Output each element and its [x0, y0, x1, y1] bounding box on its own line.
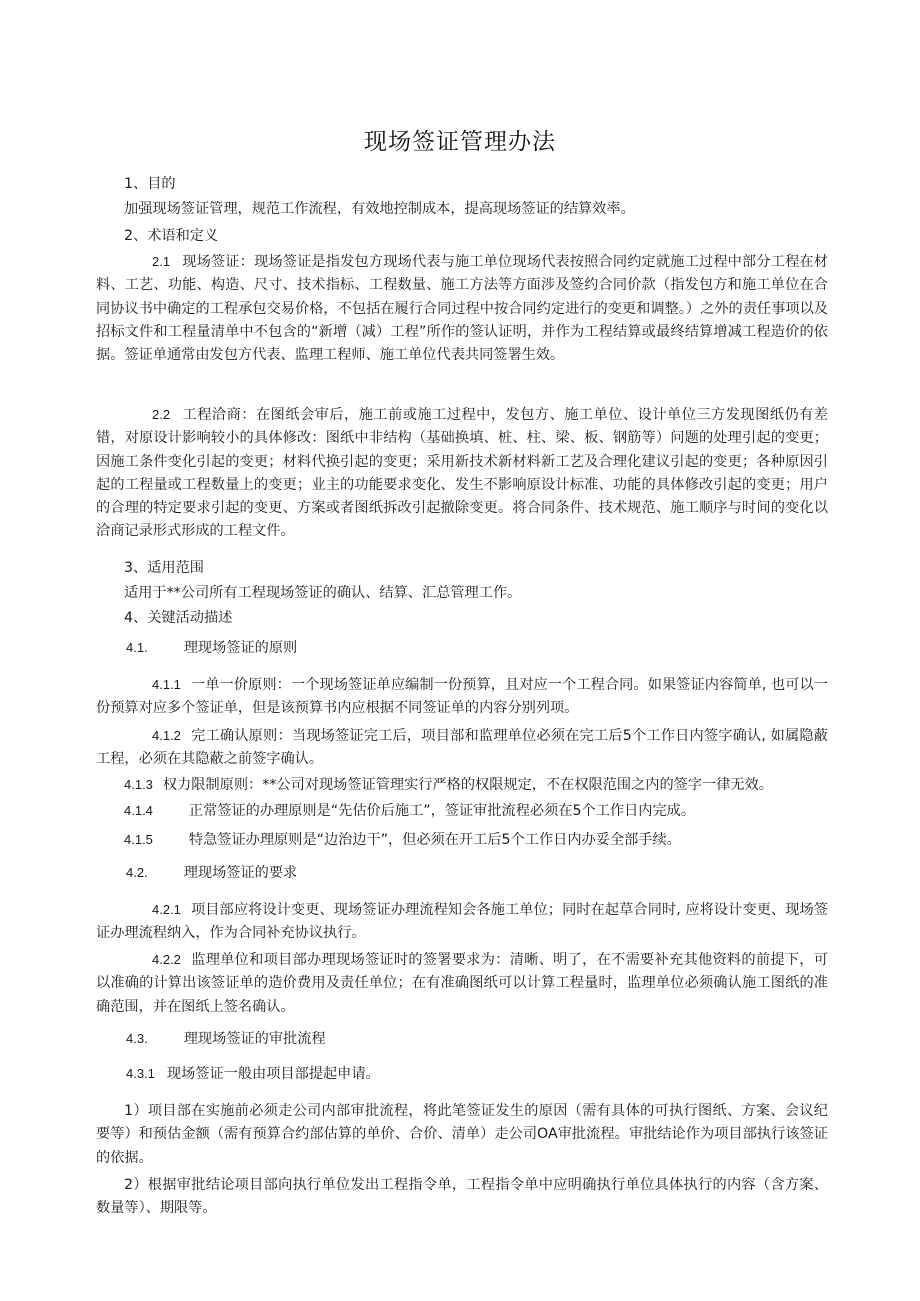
subsection-title: 理现场签证的原则 — [183, 640, 298, 656]
clause-text: 特急签证办理原则是“边治边干”，但必须在开工后5个工作日内办妥全部手续。 — [188, 832, 681, 848]
clause-text: 一单一价原则：一个现场签证单应编制一份预算，且对应一个工程合同。如果签证内容简单, 也可以一份预算对应多个签证单，但是该预算书内应根据不同签证单的内容分别列项。 — [96, 677, 828, 717]
subsection-4-1 — [126, 636, 866, 660]
paragraph-2-1 — [96, 250, 828, 367]
subsection-number: 4.3. — [126, 1031, 148, 1046]
section-2-heading: 2、术语和定义 — [124, 228, 219, 244]
subsection-title: 理现场签证的审批流程 — [183, 1031, 326, 1047]
paragraph-4-1-1 — [96, 673, 828, 721]
paragraph-2-2 — [96, 403, 828, 544]
paragraph-4-1-4 — [124, 799, 864, 823]
section-3-body: 适用于**公司所有工程现场签证的确认、结算、汇总管理工作。 — [124, 585, 522, 601]
clause-number: 4.3.1 — [126, 1066, 155, 1081]
paragraph-4-3-1 — [126, 1062, 866, 1086]
clause-number: 4.2.2 — [152, 952, 181, 967]
paragraph-4-1-3 — [124, 773, 864, 797]
document-title: 现场签证管理办法 — [364, 129, 556, 155]
clause-number: 2.1 — [152, 254, 171, 269]
list-item-2: 2）根据审批结论项目部向执行单位发出工程指令单，工程指令单中应明确执行单位具体执行的内容（含方案、数量等）、期限等。 — [96, 1177, 828, 1217]
paragraph-4-2-2 — [96, 948, 828, 1019]
clause-number: 4.1.2 — [152, 728, 181, 743]
clause-number: 4.1.1 — [152, 677, 181, 692]
clause-text: 现场签证一般由项目部提起申请。 — [166, 1066, 380, 1082]
clause-text: 现场签证：现场签证是指发包方现场代表与施工单位现场代表按照合同约定就施工过程中部分工程在材料、工艺、功能、构造、尺寸、技术指标、工程数量、施工方法等方面涉及签约合同价款（指发包方和施工单位在合同协议书中确定的工程承包交易价格，不包括在履行合同过程中按合同约定进行的变更和调整。）之外的责任事项以及招标文件和工程量清单中不包含的“新增（减）工程”所作的签认证明，并作为工程结算或最终结算增减工程造价的依据。签证单通常由发包方代表、监理工程师、施工单位代表共同签署生效。 — [96, 254, 828, 364]
clause-text: 权力限制原则：**公司对现场签证管理实行严格的权限规定，不在权限范围之内的签字一律无效。 — [162, 777, 773, 793]
section-4-heading: 4、关键活动描述 — [124, 610, 233, 626]
paragraph-4-2-1 — [96, 898, 828, 946]
clause-number: 4.1.5 — [124, 832, 153, 847]
subsection-4-2 — [126, 861, 866, 885]
list-item-1: 1）项目部在实施前必须走公司内部审批流程，将此笔签证发生的原因（需有具体的可执行图纸、方案、会议纪要等）和预估金额（需有预算合约部估算的单价、合价、清单）走公司OA审批流程。审批结论作为项目部执行该签证的依据。 — [96, 1103, 828, 1166]
section-1-heading: 1、目的 — [124, 176, 176, 192]
clause-number: 2.2 — [152, 407, 171, 422]
paragraph-4-1-5 — [124, 828, 864, 852]
subsection-number: 4.2. — [126, 865, 148, 880]
clause-text: 项目部应将设计变更、现场签证办理流程知会各施工单位；同时在起草合同时, 应将设计变更、现场签证办理流程纳入，作为合同补充协议执行。 — [96, 902, 828, 942]
subsection-4-3 — [126, 1027, 866, 1051]
subsection-number: 4.1. — [126, 640, 148, 655]
clause-number: 4.1.4 — [124, 803, 153, 818]
paragraph-4-1-2 — [96, 724, 828, 772]
clause-text: 工程洽商：在图纸会审后，施工前或施工过程中，发包方、施工单位、设计单位三方发现图纸仍有差错，对原设计影响较小的具体修改：图纸中非结构（基础换填、桩、柱、梁、板、钢筋等）问题的处理引起的变更；因施工条件变化引起的变更；材料代换引起的变更；采用新技术新材料新工艺及合理化建议引起的变更；各种原因引起的工程量或工程数量上的变更；业主的功能要求变化、发生不影响原设计标准、功能的具体修改引起的变更；用户的合理的特定要求引起的变更、方案或者图纸拆改引起撤除变更。将合同条件、技术规范、施工顺序与时间的变化以洽商记录形式形成的工程文件。 — [96, 407, 828, 540]
subsection-title: 理现场签证的要求 — [183, 865, 298, 881]
section-1-body: 加强现场签证管理，规范工作流程，有效地控制成本，提高现场签证的结算效率。 — [124, 201, 635, 217]
clause-number: 4.1.3 — [124, 777, 153, 792]
clause-text: 监理单位和项目部办理现场签证时的签署要求为：清晰、明了，在不需要补充其他资料的前提下，可以准确的计算出该签证单的造价费用及责任单位；在有准确图纸可以计算工程量时，监理单位必须确认施工图纸的准确范围，并在图纸上签名确认。 — [96, 952, 828, 1015]
clause-text: 完工确认原则：当现场签证完工后，项目部和监理单位必须在完工后5个工作日内签字确认, 如属隐蔽工程，必须在其隐蔽之前签字确认。 — [96, 728, 828, 768]
section-3-heading: 3、适用范围 — [124, 560, 204, 576]
clause-number: 4.2.1 — [152, 902, 181, 917]
clause-text: 正常签证的办理原则是“先估价后施工”，签证审批流程必须在5个工作日内完成。 — [188, 803, 696, 819]
